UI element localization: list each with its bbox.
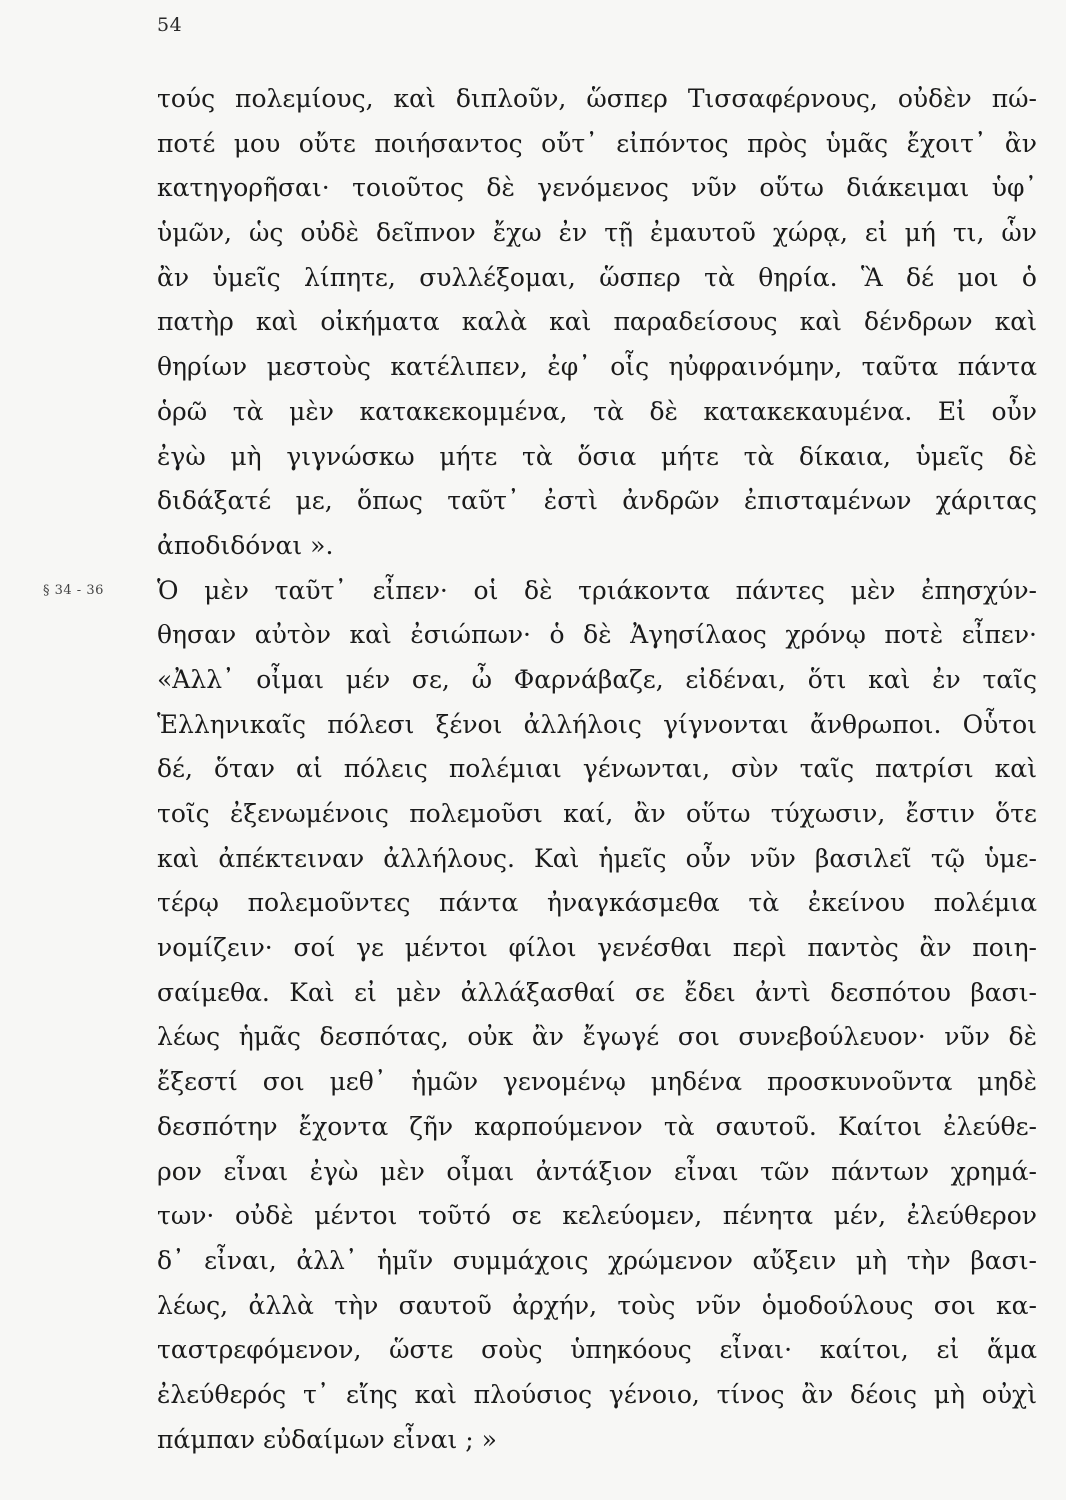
text-line: ὁρῶ τὰ μὲν κατακεκομμένα, τὰ δὲ κατακεκαυμένα. Εἰ οὖν	[157, 396, 1037, 426]
text-line: τοῖς ἐξενωμένοις πολεμοῦσι καί, ἂν οὕτω τύχωσιν, ἔστιν ὅτε	[157, 799, 1037, 828]
text-line: λέως, ἀλλὰ τὴν σαυτοῦ ἀρχήν, τοὺς νῦν ὁμοδούλους σοι κα-	[157, 1290, 1037, 1320]
text-line: νομίζειν· σοί γε μέντοι φίλοι γενέσθαι περὶ παντὸς ἂν ποιη-	[157, 933, 1037, 963]
text-line-content: Ὁ μὲν ταῦτ᾽ εἶπεν· οἱ δὲ τριάκοντα πάντες μὲν ἐπησχύν-	[157, 575, 1037, 605]
text-line: τούς πολεμίους, καὶ διπλοῦν, ὥσπερ Τισσαφέρνους, οὐδὲν πώ-	[157, 84, 1037, 113]
text-line: λέως ἡμᾶς δεσπότας, οὐκ ἂν ἔγωγέ σοι συνεβούλευον· νῦν δὲ	[157, 1022, 1037, 1052]
text-line: τέρῳ πολεμοῦντες πάντα ἠναγκάσμεθα τὰ ἐκείνου πολέμια	[157, 888, 1037, 918]
text-line: καὶ ἀπέκτειναν ἀλλήλους. Καὶ ἡμεῖς οὖν νῦν βασιλεῖ τῷ ὑμε-	[157, 843, 1037, 873]
text-line: ποτέ μου οὔτε ποιήσαντος οὔτ᾽ εἰπόντος πρὸς ὑμᾶς ἔχοιτ᾽ ἂν	[157, 128, 1037, 158]
text-line: θησαν αὐτὸν καὶ ἐσιώπων· ὁ δὲ Ἀγησίλαος χρόνῳ ποτὲ εἶπεν·	[157, 620, 1037, 650]
text-line: ρον εἶναι ἐγὼ μὲν οἶμαι ἀντάξιον εἶναι τῶν πάντων χρημά-	[157, 1156, 1037, 1186]
text-line: δ᾽ εἶναι, ἀλλ᾽ ἡμῖν συμμάχοις χρώμενον αὔξειν μὴ τὴν βασι-	[157, 1245, 1037, 1275]
text-line: «Ἀλλ᾽ οἶμαι μέν σε, ὦ Φαρνάβαζε, εἰδέναι, ὅτι καὶ ἐν ταῖς	[157, 664, 1037, 694]
text-line: πάμπαν εὐδαίμων εἶναι ; »	[157, 1424, 497, 1454]
text-line: διδάξατέ με, ὅπως ταῦτ᾽ ἐστὶ ἀνδρῶν ἐπισταμένων χάριτας	[157, 486, 1037, 516]
text-line: ἐγὼ μὴ γιγνώσκω μήτε τὰ ὅσια μήτε τὰ δίκαια, ὑμεῖς δὲ	[157, 441, 1037, 471]
text-line: θηρίων μεστοὺς κατέλιπεν, ἐφ᾽ οἷς ηὐφραινόμην, ταῦτα πάντα	[157, 352, 1037, 382]
body-text	[43, 77, 1037, 1462]
text-line-with-margin-note	[43, 569, 1037, 614]
section-margin-note: § 34 - 36	[43, 582, 104, 598]
text-line: κατηγορῆσαι· τοιοῦτος δὲ γενόμενος νῦν οὕτω διάκειμαι ὑφ᾽	[157, 173, 1037, 203]
text-line: των· οὐδὲ μέντοι τοῦτό σε κελεύομεν, πένητα μέν, ἐλεύθερον	[157, 1201, 1037, 1231]
text-line: ἔξεστί σοι μεθ᾽ ἡμῶν γενομένῳ μηδένα προσκυνοῦντα μηδὲ	[157, 1067, 1037, 1097]
text-line: πατὴρ καὶ οἰκήματα καλὰ καὶ παραδείσους καὶ δένδρων καὶ	[157, 307, 1037, 337]
text-line: δεσπότην ἔχοντα ζῆν καρπούμενον τὰ σαυτοῦ. Καίτοι ἐλεύθε-	[157, 1111, 1037, 1141]
text-line: ἂν ὑμεῖς λίπητε, συλλέξομαι, ὥσπερ τὰ θηρία. Ἃ δέ μοι ὁ	[157, 262, 1037, 292]
text-line: Ἑλληνικαῖς πόλεσι ξένοι ἀλλήλοις γίγνονται ἄνθρωποι. Οὗτοι	[157, 709, 1037, 739]
text-line: ἀποδιδόναι ».	[157, 530, 334, 560]
text-line: ὑμῶν, ὡς οὐδὲ δεῖπνον ἔχω ἐν τῇ ἐμαυτοῦ χώρᾳ, εἰ μή τι, ὧν	[157, 218, 1037, 248]
text-line: σαίμεθα. Καὶ εἰ μὲν ἀλλάξασθαί σε ἔδει ἀντὶ δεσπότου βασι-	[157, 977, 1037, 1007]
text-line: δέ, ὅταν αἱ πόλεις πολέμιαι γένωνται, σὺν ταῖς πατρίσι καὶ	[157, 754, 1037, 784]
page-number: 54	[157, 14, 183, 36]
text-line: ταστρεφόμενον, ὥστε σοὺς ὑπηκόους εἶναι· καίτοι, εἰ ἅμα	[157, 1335, 1037, 1365]
text-line: ἐλεύθερός τ᾽ εἴης καὶ πλούσιος γένοιο, τίνος ἂν δέοις μὴ οὐχὶ	[157, 1379, 1037, 1409]
